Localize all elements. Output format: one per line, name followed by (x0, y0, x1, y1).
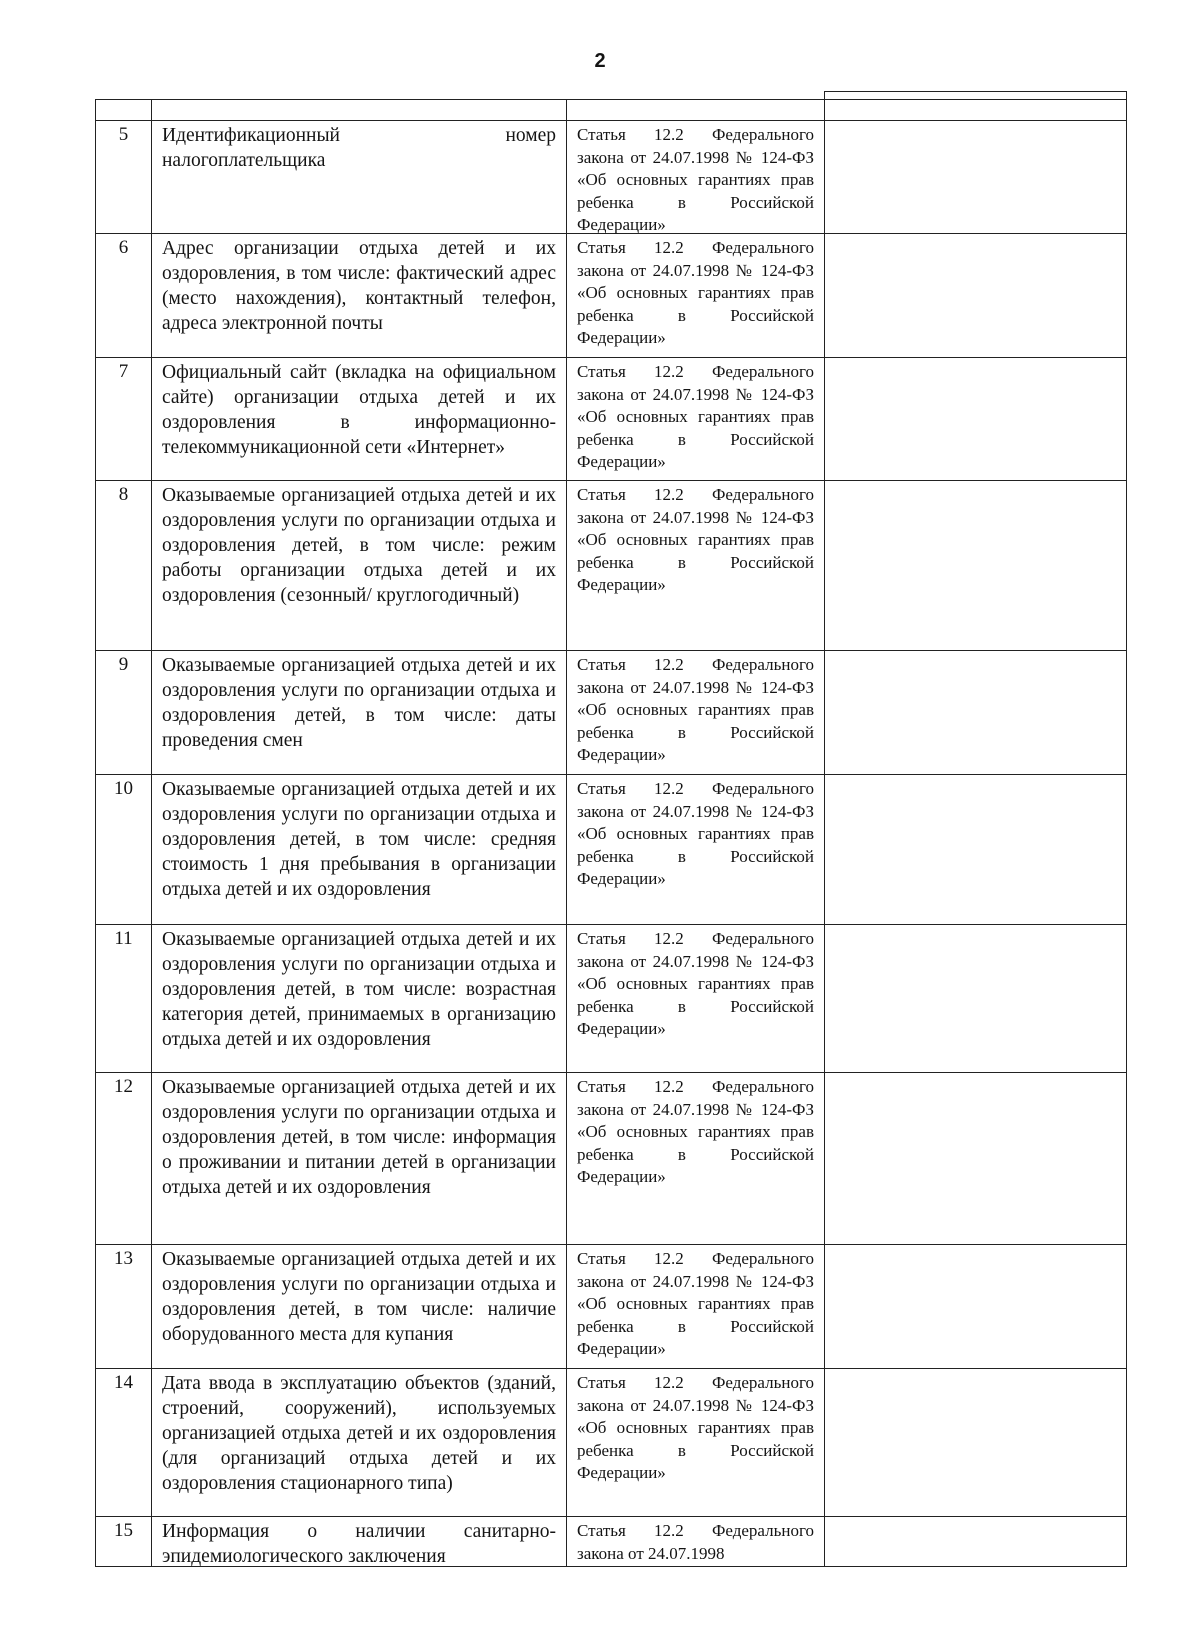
row-number: 13 (96, 1245, 152, 1368)
table-row (95, 1369, 1127, 1517)
row-law-reference: Статья 12.2 Федерального закона от 24.07.1998 (567, 1517, 825, 1566)
row-name: Официальный сайт (вкладка на официальном сайте) организации отдыха детей и их оздоровления в информационно-телекоммуникационной сети «Интернет» (152, 358, 567, 480)
row-law-reference: Статья 12.2 Федерального закона от 24.07.1998 № 124-ФЗ «Об основных гарантиях прав ребенка в Российской Федерации» (567, 358, 825, 480)
row-extra-cell (825, 775, 1127, 924)
row-name: Адрес организации отдыха детей и их оздоровления, в том числе: фактический адрес (место нахождения), контактный телефон, адреса электронной почты (152, 234, 567, 357)
row-law-reference: Статья 12.2 Федерального закона от 24.07.1998 № 124-ФЗ «Об основных гарантиях прав ребенка в Российской Федерации» (567, 234, 825, 357)
row-name: Оказываемые организацией отдыха детей и их оздоровления услуги по организации отдыха и оздоровления детей, в том числе: информация о проживании и питании детей в организации отдыха детей и их оздоровления (152, 1073, 567, 1244)
table-row (95, 1073, 1127, 1245)
row-number: 8 (96, 481, 152, 650)
table-row (95, 925, 1127, 1073)
row-name: Оказываемые организацией отдыха детей и их оздоровления услуги по организации отдыха и оздоровления детей, в том числе: возрастная категория детей, принимаемых в организацию отдыха детей и их оздоровления (152, 925, 567, 1072)
row-extra-cell (825, 1517, 1127, 1566)
row-number: 6 (96, 234, 152, 357)
header-cell-extra (825, 100, 1127, 120)
table-row (95, 234, 1127, 358)
header-cell-name (152, 100, 567, 120)
row-law-reference: Статья 12.2 Федерального закона от 24.07.1998 № 124-ФЗ «Об основных гарантиях прав ребенка в Российской Федерации» (567, 1073, 825, 1244)
row-name: Дата ввода в эксплуатацию объектов (зданий, строений, сооружений), используемых организацией отдыха детей и их оздоровления (для организаций отдыха детей и их оздоровления стационарного типа) (152, 1369, 567, 1516)
row-number: 5 (96, 121, 152, 233)
row-name: Оказываемые организацией отдыха детей и их оздоровления услуги по организации отдыха и оздоровления детей, в том числе: средняя стоимость 1 дня пребывания в организации отдыха детей и их оздоровления (152, 775, 567, 924)
table-row (95, 1245, 1127, 1369)
header-cell-law (567, 100, 825, 120)
row-law-reference: Статья 12.2 Федерального закона от 24.07.1998 № 124-ФЗ «Об основных гарантиях прав ребенка в Российской Федерации» (567, 481, 825, 650)
row-law-reference: Статья 12.2 Федерального закона от 24.07.1998 № 124-ФЗ «Об основных гарантиях прав ребенка в Российской Федерации» (567, 651, 825, 774)
row-number: 15 (96, 1517, 152, 1566)
table-row (95, 775, 1127, 925)
header-cell-number (96, 100, 152, 120)
row-number: 12 (96, 1073, 152, 1244)
row-law-reference: Статья 12.2 Федерального закона от 24.07.1998 № 124-ФЗ «Об основных гарантиях прав ребенка в Российской Федерации» (567, 1245, 825, 1368)
table-row (95, 651, 1127, 775)
table-row (95, 481, 1127, 651)
row-law-reference: Статья 12.2 Федерального закона от 24.07.1998 № 124-ФЗ «Об основных гарантиях прав ребенка в Российской Федерации» (567, 121, 825, 233)
row-extra-cell (825, 651, 1127, 774)
row-law-reference: Статья 12.2 Федерального закона от 24.07.1998 № 124-ФЗ «Об основных гарантиях прав ребенка в Российской Федерации» (567, 775, 825, 924)
row-number: 9 (96, 651, 152, 774)
row-extra-cell (825, 1369, 1127, 1516)
row-name: Информация о наличии санитарно-эпидемиологического заключения (152, 1517, 567, 1566)
row-number: 14 (96, 1369, 152, 1516)
row-extra-cell (825, 1245, 1127, 1368)
table-row (95, 1517, 1127, 1567)
row-number: 11 (96, 925, 152, 1072)
page-number: 2 (594, 50, 606, 72)
table-header-row (95, 99, 1127, 121)
row-law-reference: Статья 12.2 Федерального закона от 24.07.1998 № 124-ФЗ «Об основных гарантиях прав ребенка в Российской Федерации» (567, 1369, 825, 1516)
table-row (95, 358, 1127, 481)
row-number: 10 (96, 775, 152, 924)
data-table (95, 99, 1127, 1567)
row-number: 7 (96, 358, 152, 480)
row-extra-cell (825, 234, 1127, 357)
row-name: Оказываемые организацией отдыха детей и их оздоровления услуги по организации отдыха и оздоровления детей, в том числе: режим работы организации отдыха детей и их оздоровления (сезонный/ круглогодичный) (152, 481, 567, 650)
row-name: Оказываемые организацией отдыха детей и их оздоровления услуги по организации отдыха и оздоровления детей, в том числе: наличие оборудованного места для купания (152, 1245, 567, 1368)
row-name: Идентификационный номер налогоплательщика (152, 121, 567, 233)
row-extra-cell (825, 1073, 1127, 1244)
row-extra-cell (825, 358, 1127, 480)
row-law-reference: Статья 12.2 Федерального закона от 24.07.1998 № 124-ФЗ «Об основных гарантиях прав ребенка в Российской Федерации» (567, 925, 825, 1072)
row-extra-cell (825, 925, 1127, 1072)
row-extra-cell (825, 121, 1127, 233)
table-row (95, 121, 1127, 234)
row-name: Оказываемые организацией отдыха детей и их оздоровления услуги по организации отдыха и оздоровления детей, в том числе: даты проведения смен (152, 651, 567, 774)
row-extra-cell (825, 481, 1127, 650)
